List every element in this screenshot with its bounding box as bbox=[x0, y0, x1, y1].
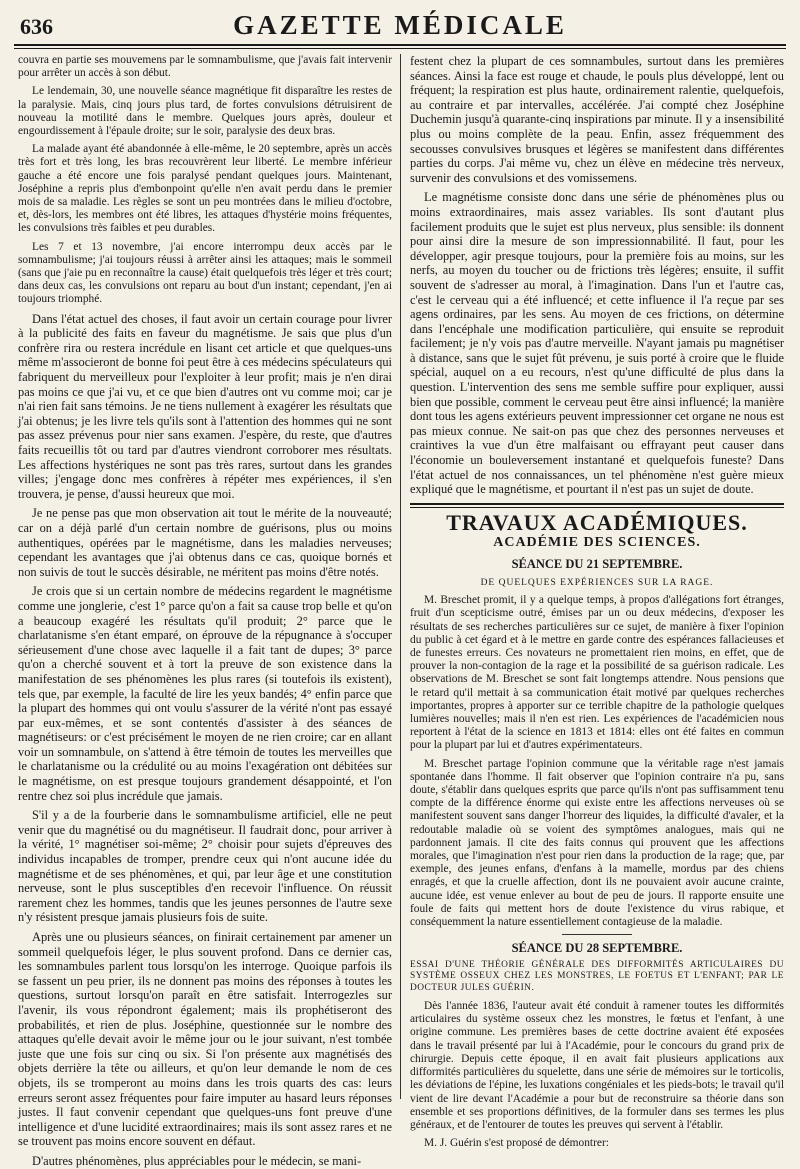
paragraph: festent chez la plupart de ces somnambules, surtout dans les premières séances. Ainsi la face est rouge et chaude, le pouls plus développé, lent ou fréquent; la respiration est plus haute, ordinairement ralentie, quelquefois, au contraire et par intervalles, accélérée. J'ai compté chez Joséphine Duchemin jusqu'à quarante-cinq inspirations par minute. Il y a insensibilité plus ou moins complète de la peau. Enfin, assez fréquemment des secousses convulsives brusques et légères se manifestent dans différentes parties du corps. J'ai même vu, chez un élève en médecine très nerveux, survenir des convulsions et des vomissemens. bbox=[410, 54, 784, 185]
header-rule bbox=[14, 44, 786, 49]
paragraph: D'autres phénomènes, plus appréciables pour le médecin, se mani- bbox=[32, 1153, 362, 1168]
paragraph: Dès l'année 1836, l'auteur avait été conduit à ramener toutes les difformités articulaires du système osseux chez les monstres, le fœtus et l'enfant, à une origine commune. Les premières bases de cette doctrine avaient été exposées dans le travail présenté par lui à l'Académie, pour le concours du grand prix de chirurgie. Depuis cette époque, il en avait fait plusieurs applications aux difformités particulières du squelette, dans une série de mémoires sur le torticolis, les déviations de l'épine, les luxations congéniales et les pieds-bots; le travail qu'il vient de lire devant l'Académie a pour but de reconstruire sa théorie dans son ensemble et ses proportions définitives, de la formuler dans ses termes les plus généraux, et de l'entourer de toutes les preuves qui servent à l'établir. bbox=[410, 1000, 784, 1131]
article-body-2 bbox=[410, 1000, 784, 1150]
right-column-text bbox=[410, 54, 784, 497]
article-body-1 bbox=[410, 594, 784, 929]
article-subtitle-1: DE QUELQUES EXPÉRIENCES SUR LA RAGE. bbox=[480, 577, 714, 588]
paragraph: La malade ayant été abandonnée à elle-même, le 20 septembre, après un accès très fort et très long, les bras recouvrèrent leur liberté. Le membre inférieur gauche a été encore une fois paralysé pendant quelques jours. Maintenant, Joséphine a repris plus d'embonpoint qu'elle n'en avait perdu dans le premier mois de sa maladie. Les règles se sont un peu montrées dans le milieu d'octobre, et, dès-lors, les membres ont été libres, les attaques d'hystérie moins fréquentes, les convulsions très faibles et peu durables. bbox=[18, 143, 392, 235]
paragraph: Le lendemain, 30, une nouvelle séance magnétique fit disparaître les restes de la paralysie. Mais, cinq jours plus tard, de fortes convulsions détruisirent de nouveau la motilité dans le membre. Quelques jours après, douleur et engourdissement à l'épaule droite; sur le soir, paralysie des deux bras. bbox=[18, 85, 392, 138]
paragraph: Je crois que si un certain nombre de médecins regardent le magnétisme comme une jonglerie, c'est 1° parce qu'on a fait sa cause trop belle et qu'on a beaucoup exagéré les résultats qu'il produit; 2° parce que le charlatanisme s'en étant emparé, on éprouve de la répugnance à s'occuper sérieusement d'une chose avec laquelle il a fait tant de dupes; 3° parce qu'on a cherché souvent et à tort la preuve de son existence dans la manifestation de ses phénomènes les plus rares (si toutefois ils existent), tels que, par exemple, la faculté de lire les yeux bandés; 4° enfin parce que la plupart des hommes qui ont voulu s'assurer de la vérité n'ont pas essayé par eux-mêmes, et se sont contentés d'assister à des séances de magnétiseurs: or c'est précisément le moyen de ne rien croire; car en allant voir un somnambule, on s'attend à être témoin de toutes les merveilles que le charlatanisme ou la crédulité ou au moins l'exagération ont débitées sur le magnétisme, on est presque toujours grandement désappointé, et l'on rentre chez soi plus incrédule que jamais. bbox=[18, 584, 392, 803]
paragraph: Le magnétisme consiste donc dans une série de phénomènes plus ou moins extraordinaires, mais assez variables. Ils sont d'autant plus facilement produits que le sujet est plus nerveux, plus sensible: ils donnent pour ainsi dire la mesure de son impressionnabilité. Il faut, pour les développer, agir presque toujours, pour la première fois au moins, sur les nerfs, au moyen du toucher ou de frictions très légères; ensuite, il suffit souvent de s'adresser au moral, à l'imagination. Dans l'un et l'autre cas, c'est le cerveau qui a été influencé; et cette influence il l'a reçue par ses agens ordinaires, par les sens. Au moyen de ces frictions, on détermine dans l'encéphale une modification particulière, qui ensuite se reproduit facilement; je n'y vois pas d'autre merveille. N'ayant jamais pu magnétiser à distance, sans que le sujet fût prévenu, je suis porté à croire que le fluide spécial, auquel on a eu recours, n'est qu'une difficulté de plus dans la question. L'intervention des sens me semble suffire pour expliquer, aussi bien que possible, comment le cerveau peut être ainsi influencé; la manière dont tous les agens extérieurs peuvent impressionner cet organe ne nous est pas mieux connue. Ne sait-on pas que chez des personnes nerveuses et craintives la vue d'un être malfaisant ou effrayant peut causer dans l'économie un bouleversement instantané et quelquefois funeste? Dans l'état actuel de nos connaissances, un tel phénomène n'est guère mieux expliqué que le magnétisme, et pourtant il n'est pas un sujet de doute. bbox=[410, 190, 784, 497]
academy-heading: ACADÉMIE DES SCIENCES. bbox=[493, 535, 701, 551]
left-column bbox=[18, 54, 392, 1168]
section-title: TRAVAUX ACADÉMIQUES. bbox=[446, 509, 748, 535]
paragraph: Dans l'état actuel des choses, il faut avoir un certain courage pour livrer à la publicité des faits en faveur du magnétisme. Je sais que plus d'un confrère rira ou restera incrédule en lisant cet article et que quelques-uns même m'associeront de bonne foi peut être à ces médecins spéculateurs qui fabriquent du merveilleux pour l'exploiter à leur profit; mais je n'en dirai pas moins ce que j'ai vu, et ce que bien d'autres ont vu comme moi; car je n'ai rien fait sans témoins. Je ne tiens nullement à exagérer les résultats que j'ai obtenus; je les livre tels qu'ils sont à l'attention des hommes qui ne sont pas assez prévenus pour nier sans examen. J'espère, du reste, que d'autres faits recueillis tôt ou tard par d'autres viendront corroborer mes résultats. Les affections hystériques ne sont pas très rares, surtout dans les grandes villes; j'engage donc mes confrères à répéter mes expériences, il s'en trouvera, je pense, d'aussi heureux que moi. bbox=[18, 311, 392, 501]
seance-heading-1: SÉANCE DU 21 SEPTEMBRE. bbox=[511, 557, 683, 571]
paragraph: Les 7 et 13 novembre, j'ai encore interrompu deux accès par le somnambulisme; j'ai toujours réussi à arrêter ainsi les attaques; mais le sommeil (sans que j'aie pu en reconnaître la cause) était quelquefois très léger et très court; dans deux cas, les convulsions ont reparu au bout d'un instant; cependant, j'en ai toujours triomphé. bbox=[18, 240, 392, 306]
section-rule bbox=[410, 503, 784, 508]
masthead-title: GAZETTE MÉDICALE bbox=[233, 10, 567, 40]
paragraph: M. J. Guérin s'est proposé de démontrer: bbox=[424, 1137, 609, 1150]
paragraph: couvra en partie ses mouvemens par le somnambulisme, que j'avais fait intervenir pour arrêter un accès à son début. bbox=[18, 54, 392, 80]
article-subtitle-2: ESSAI D'UNE THÉORIE GÉNÉRALE DES DIFFORMITÉS ARTICULAIRES DU SYSTÈME OSSEUX CHEZ LES MONSTRES, LE FOETUS ET L'ENFANT; PAR LE DOCTEUR JULES GUÉRIN. bbox=[410, 959, 784, 993]
page-number: 636 bbox=[20, 14, 53, 39]
seance-heading-2: SÉANCE DU 28 SEPTEMBRE. bbox=[511, 941, 683, 956]
paragraph: M. Breschet partage l'opinion commune que la véritable rage n'est jamais spontanée dans l'homme. Il fait observer que l'opinion contraire n'a pu, sans doute, s'établir dans quelques esprits que parce qu'ils n'ont pas suffisamment tenu compte de la différence énorme qui existe entre les affections nerveuses où se manifestent souvent sans danger l'horreur des liquides, la difficulté d'avaler, et la redoutable maladie où se voient des symptômes analogues, mais qui ne pardonnent jamais. Il cite des faits connus qui prouvent que les affections morales, que l'imagination n'est pour rien dans la production de la rage; que, par exemple, des jeunes enfans, d'enfans à la mamelle, mordus par des chiens enragés, et que la cruelle affection, dont ils ne pouvaient avoir aucune crainte, aucune idée, est venue enlever au bout de peu de jours. Il rapporte ensuite une foule de faits qui mettent hors de doute l'existence du virus rabique, et conséquemment la nature essentiellement contagieuse de la maladie. bbox=[410, 757, 784, 929]
column-divider bbox=[400, 54, 401, 1099]
separator bbox=[562, 934, 632, 935]
right-column bbox=[410, 54, 784, 1150]
paragraph: S'il y a de la fourberie dans le somnambulisme artificiel, elle ne peut venir que du magnétisé ou du magnétiseur. Il faudrait donc, pour arriver à la vérité, 1° magnétiser soi-même; 2° choisir pour sujets d'épreuves des individus incapables de tromper, prendre ceux qui n'ont aucune idée du magnétisme et de ses phénomènes, et qui, par leur âge et une constitution nerveuse, sont le plus susceptibles d'en recevoir l'influence. On réussit rarement chez les hommes, tandis que les jeunes personnes de l'autre sexe n'y résistent presque jamais plusieurs fois de suite. bbox=[18, 808, 392, 925]
paragraph: Je ne pense pas que mon observation ait tout le mérite de la nouveauté; car on a déjà parlé d'un certain nombre de guérisons, plus ou moins authentiques, opérées par le magnétisme, dans les maladies nerveuses; cependant les avantages que j'ai obtenus dans ce cas, quoique bornés et non suivis de tout le succès désirable, ne méritent pas moins d'être notés. bbox=[18, 506, 392, 579]
page-header bbox=[14, 8, 786, 42]
paragraph: Après une ou plusieurs séances, on finirait certainement par amener un sommeil quelquefois léger, le plus souvent profond. Dans ce dernier cas, les somnambules parlent tous lorsqu'on les interroge. Quoique parfois ils se fassent un peu prier, ils ne donnent pas moins des réponses à toutes les questions, surtout lorsqu'on paraît en être satisfait. Interrogezles sur l'avenir, ils vous répondront également; mais ils prophétiseront des probabilités, et rien de plus. Joséphine, questionnée sur le nombre des attaques qu'elle devait avoir le même jour ou le jour suivant, n'est tombée juste que une fois sur cinq ou six. Si l'on présente aux magnétisés des objets derrière la tête ou ailleurs, et qu'on leur demande le nom de ces objets, ils se tromperont au moins dans les trois quarts des cas: leurs erreurs seront assez fréquentes pour faire imputer au hasard leurs réponses justes. Il faut convenir cependant que quelques-uns font preuve d'une intelligence et d'une lucidité extraordinaires; mais ils sont assez rares et ne se trouvent pas moins encore souvent en défaut. bbox=[18, 930, 392, 1149]
paragraph: M. Breschet promit, il y a quelque temps, à propos d'allégations fort étranges, fruit d'un scepticisme outré, émises par un ou deux médecins, d'exposer les résultats de ses recherches particulières sur ce sujet, de manière à fixer l'opinion du public à cet égard et à le mettre en garde contre des espérances fallacieuses et de funestes erreurs. Ces novateurs ne promettaient rien moins, en effet, que de prouver la non-contagion de la rage et la possibilité de sa guérison radicale. Les observations de M. Breschet se sont fait longtemps attendre. Nous pensions que le retard qu'il mettait à sa communication était motivé par quelques recherches importantes, propres à apporter sur ce terrible chapitre de la pathologie quelques lumières nouvelles; mais il n'en est rien. Les expériences de l'académicien nous reportent à l'état de la science en 1813 et 1814: elles ont été faites en commun pour la plupart par lui et d'autres expérimentateurs. bbox=[410, 594, 784, 752]
